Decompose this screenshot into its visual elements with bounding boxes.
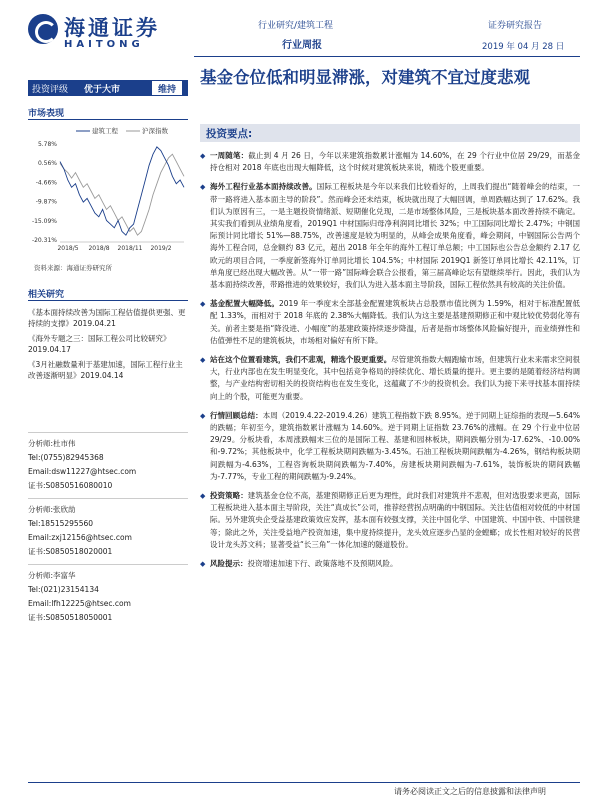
analyst-email[interactable]: Email:zxj12156@htsec.com xyxy=(28,533,132,542)
paragraph-lead: 风险提示： xyxy=(210,559,248,569)
footer-divider xyxy=(28,782,580,783)
diamond-bullet-icon: ◆ xyxy=(200,411,206,420)
key-point-paragraph xyxy=(200,354,580,403)
market-title-rule xyxy=(28,119,188,120)
diamond-bullet-icon: ◆ xyxy=(200,356,206,365)
header-divider xyxy=(194,56,580,57)
diamond-bullet-icon: ◆ xyxy=(200,152,206,160)
investment-rating xyxy=(28,80,188,96)
x-tick-label: 2019/2 xyxy=(150,245,172,252)
key-point-paragraph xyxy=(200,410,580,483)
x-tick-label: 2018/11 xyxy=(117,245,143,252)
related-research-item[interactable]: 《海外专题之三：国际工程公司比较研究》2019.04.17 xyxy=(28,334,171,354)
paragraph-lead: 海外工程行业基本面持续改善。 xyxy=(210,182,317,192)
key-point-paragraph xyxy=(200,181,580,291)
footer-disclaimer: 请务必阅读正文之后的信息披露和法律声明 xyxy=(394,787,546,796)
report-label: 证券研究报告 xyxy=(488,21,543,31)
related-research-item[interactable]: 《基本面持续改善为国际工程估值提供更强、更持续的支撑》2019.04.21 xyxy=(28,308,186,328)
key-point-paragraph xyxy=(200,298,580,347)
market-performance-title: 市场表现 xyxy=(28,109,65,119)
paragraph-text: 2019 年一季度末全部基金配置建筑板块占总股票市值比例为 1.59%，相对于标准配置低配 1.33%，而相对于 2018 年底的 2.38%大幅降低。我们认为这主要是基建预期修正和中观比较优势弱化等有关。前者主要是指“降没进、小幅度”的基建政策持续逐步降温，后者是指市场整体风险偏好提升，而业绩弹性和估值弹性不足的建筑板块，市场相对偏好有所下降。 xyxy=(210,299,580,345)
key-points-bar xyxy=(200,124,580,142)
analyst-name: 分析师:张欣劼 xyxy=(28,505,76,514)
diamond-bullet-icon: ◆ xyxy=(200,560,206,569)
diamond-bullet-icon: ◆ xyxy=(200,300,206,309)
y-tick-label: -9.87% xyxy=(35,198,57,206)
y-tick-label: 5.78% xyxy=(37,141,57,148)
report-type: 行业周报 xyxy=(282,40,322,51)
diamond-bullet-icon: ◆ xyxy=(200,492,206,501)
company-logo xyxy=(28,12,168,54)
analyst-card xyxy=(28,432,188,493)
y-tick-label: -20.31% xyxy=(31,237,57,244)
analyst-tel: Tel:(021)23154134 xyxy=(28,585,99,594)
analyst-tel: Tel:(0755)82945368 xyxy=(28,453,104,462)
rating-change: 维持 xyxy=(152,81,182,95)
paragraph-lead: 一周随笔： xyxy=(210,151,249,160)
analyst-list xyxy=(28,432,188,630)
report-category: 行业研究/建筑工程 xyxy=(258,21,334,31)
rating-label: 投资评级 xyxy=(32,84,69,95)
analyst-name: 分析师:李富华 xyxy=(28,571,76,580)
logo-chinese-name: 海通证券 xyxy=(64,15,160,40)
related-research-list xyxy=(28,308,190,386)
y-tick-label: -15.09% xyxy=(31,217,57,225)
chart-source: 资料来源：海通证券研究所 xyxy=(34,264,112,272)
paragraph-text: 尽管建筑指数大幅跑输市场，但建筑行业未来需求空间很大，行业内部也在发生明显变化，其中包括竞争格局的持续优化、增长质量的提升。更主要的是随着经济结构调整，与产业结构密切相关的投资结构也在发生变化，这蕴藏了不少的投资机会。我们认为接下来寻找基本面持续向上的个股，可能更为重要。 xyxy=(210,355,580,401)
paragraph-lead: 投资策略： xyxy=(210,491,248,501)
page-header xyxy=(0,0,600,62)
haitong-logo-icon xyxy=(28,14,58,44)
analyst-cert: 证书:S0850518020001 xyxy=(28,547,113,556)
paragraph-text: 国际工程板块是今年以来我们比较看好的，上周我们提出“随着峰会的结束，一带一路将进入基本面主导的阶段”。然而峰会还未结束，板块就出现了大幅回调，单周跌幅达到了 17.62%。我们认为原因有三，一是主题投资情绪派、短期催化兑现，二是市场整体风险，三是板块基本面改善持续不确定。其实我们看到从业绩角度看，2019Q1 中材国际归母净利润同比增长 32%；中工国际同比增长 2.47%；中钢国际预计同比增长 51%—88.75%，改善速度是较为明显的，从峰会成果角度看，峰会期间，中钢国际公告两个海外工程合同，总金额约 83 亿元，超出 2018 年全年的海外工程订单总额；中工国际也公告总金额约 2.17 亿欧元的项目合同，一季度新签海外订单同比增长 104.5%；中材国际 2019Q1 新签订单同比增长 42.11%，订单角度已经出现大幅改善。从“一带一路”国际峰会联合公报看，第三届高峰论坛有望继续举行。因此，我们认为基本面持续改善，带路推进的效果较好，我们认为进入基本面主导阶段，国际工程依然具有较高的关注价值。 xyxy=(210,182,580,290)
analyst-cert: 证书:S0850518050001 xyxy=(28,613,113,622)
rating-value: 优于大市 xyxy=(84,84,121,95)
key-point-paragraph xyxy=(200,150,580,174)
y-tick-label: -4.66% xyxy=(35,179,57,187)
analyst-cert: 证书:S0850516080010 xyxy=(28,481,113,490)
analyst-card xyxy=(28,498,188,559)
key-points-title: 投资要点: xyxy=(206,128,253,140)
paragraph-lead: 站在这个位置看建筑，我们不悲观，精选个股更重要。 xyxy=(210,355,392,365)
paragraph-lead: 基金配置大幅降低。 xyxy=(210,299,279,309)
x-tick-label: 2018/5 xyxy=(57,245,79,252)
related-title-rule xyxy=(28,300,188,301)
analyst-card xyxy=(28,564,188,625)
market-performance-chart xyxy=(28,124,188,254)
analyst-name: 分析师:杜市伟 xyxy=(28,439,76,448)
diamond-bullet-icon: ◆ xyxy=(200,183,206,192)
report-title: 基金仓位低和明显滞涨，对建筑不宜过度悲观 xyxy=(200,68,530,87)
analyst-tel: Tel:18515295560 xyxy=(28,519,94,528)
logo-english-name: HAITONG xyxy=(64,39,144,50)
key-points-content xyxy=(200,150,580,577)
analyst-email[interactable]: Email:lfh12225@htsec.com xyxy=(28,599,131,608)
paragraph-text: 投资增速加速下行、政策落地不及预期风险。 xyxy=(247,559,398,569)
paragraph-text: 本周（2019.4.22-2019.4.26）建筑工程指数下跌 8.95%。逆于同期上证综指的表现—5.64%的跌幅；年初至今，建筑指数累计涨幅为 14.60%。逆于同期上证指数 23.76%的涨幅。在 29 个行业中位居 29/29。分板块看，本周涨跌幅末三位的是国际工程、基建和园林板块，期间跌幅分别为-17.62%、-10.00%和-9.72%；其他板块中，化学工程板块期间跌幅为-3.45%。石油工程板块期间跌幅为-4.26%，钢结构板块期间跌幅为-4.63%，工程咨询板块期间跌幅为-7.40%，房建板块期间跌幅为-7.61%，装饰板块的期间跌幅为-7.77%，专业工程的期间跌幅为-9.24%。 xyxy=(210,410,580,481)
related-research-item[interactable]: 《3月社融数量利于基建加速，国际工程行业主改善逐渐明显》2019.04.14 xyxy=(28,360,183,380)
report-date: 2019 年 04 月 28 日 xyxy=(482,42,565,52)
paragraph-text: 建筑基金仓位不高，基建预期修正后更为理性，此时我们对建筑并不悲观，但对选股要求更高，国际工程板块进入基本面主导阶段，关注“真成长”公司，推荐经营拐点明确的中钢国际。关注估值相对较低的中材国际。另外建筑央企受益基建政策效应发挥，基本面有较强支撑，关注中国化学、中国建筑、中国中铁、中国铁建等；除此之外，关注受益地产投资加速，集中度持续提升，龙头效应逐步凸显的金螳螂；成长性相对较好的民营设计龙头苏文科；显著受益“长三角”一体化加速的隧道股份。 xyxy=(210,491,581,549)
y-tick-label: 0.56% xyxy=(37,160,57,168)
paragraph-text: 截止到 4 月 26 日，今年以来建筑指数累计涨幅为 14.60%，在 29 个行业中位居 29/29，而基金持仓相对 2018 年底也出现大幅降低，这个时候对建筑板块来说，精选个股更重要。 xyxy=(210,151,581,173)
legend-label-construction: 建筑工程 xyxy=(92,127,118,135)
x-tick-label: 2018/8 xyxy=(88,245,110,252)
legend-label-index: 沪深指数 xyxy=(142,127,168,135)
related-research-title: 相关研究 xyxy=(28,290,65,300)
analyst-email[interactable]: Email:dsw11227@htsec.com xyxy=(28,467,137,476)
paragraph-lead: 行情回顾总结： xyxy=(210,410,263,420)
key-point-paragraph xyxy=(200,558,580,570)
key-point-paragraph xyxy=(200,490,580,551)
